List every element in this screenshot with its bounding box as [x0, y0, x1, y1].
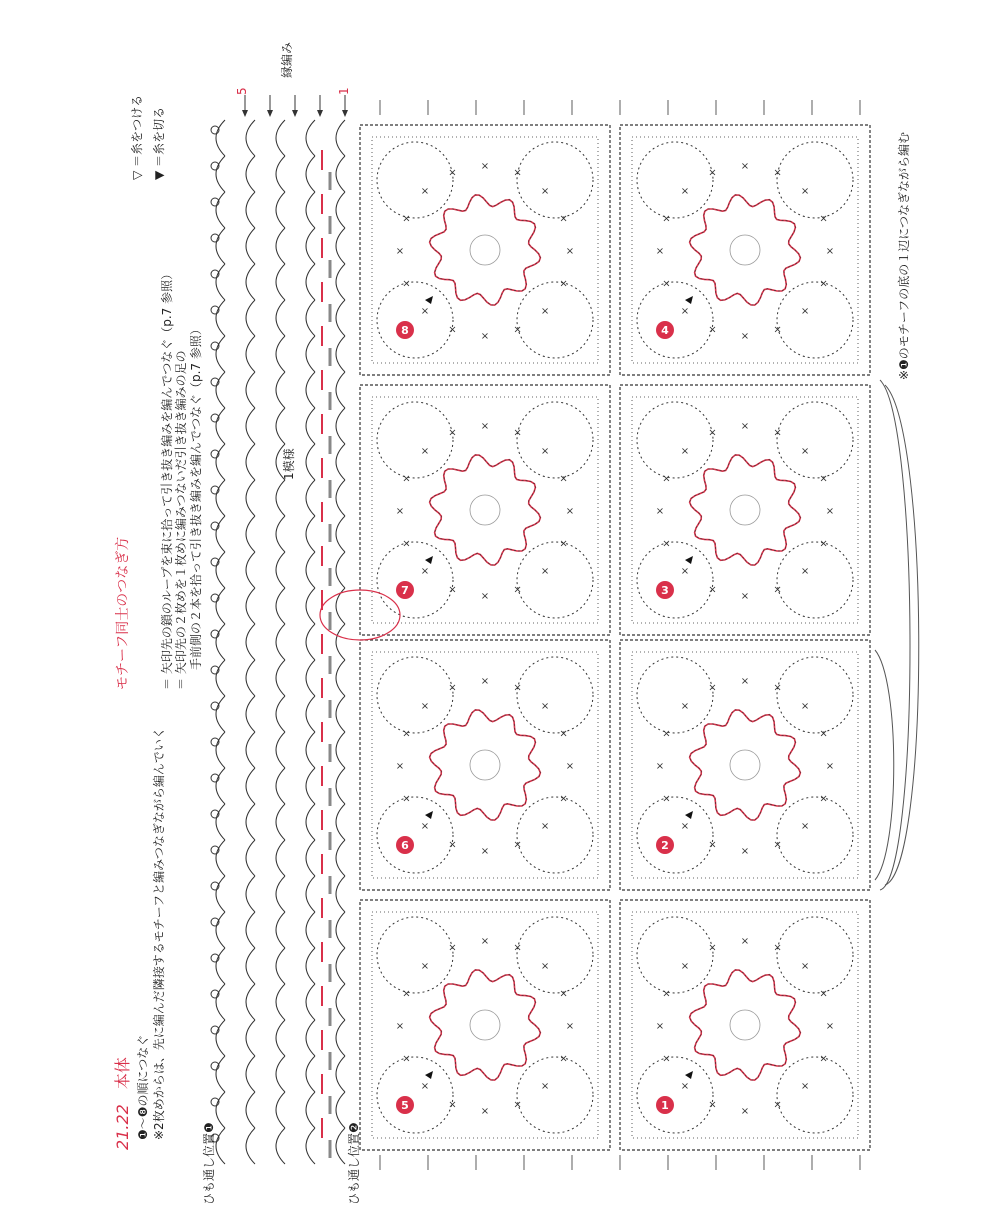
- sc-stitch: ×: [662, 278, 671, 290]
- tie-position-1: ひも通し位置❶: [202, 1122, 216, 1205]
- flower-center: [690, 710, 801, 820]
- flower-center-stitches: [430, 970, 541, 1080]
- sc-stitch: ×: [513, 942, 522, 954]
- join-note: ※2枚めからは、先に編んだ隣接するモチーフと編みつなぎながら編んでいく: [152, 727, 166, 1140]
- sc-stitch: ×: [448, 167, 457, 179]
- section-heading: [110, 1057, 133, 1150]
- join-heading: モチーフ同士のつなぎ方: [115, 536, 131, 690]
- center-ring: [730, 1010, 760, 1040]
- sc-stitch: ×: [448, 682, 457, 694]
- sc-stitch: ×: [819, 213, 828, 225]
- open-triangle-icon: ▽: [130, 170, 144, 180]
- sc-stitch: ×: [708, 427, 717, 439]
- cut-marker: [425, 811, 433, 819]
- flower-center-stitches: [690, 970, 801, 1080]
- flower-center-stitches: [430, 710, 541, 820]
- corner-petal: [777, 142, 853, 218]
- sc-stitch: ×: [540, 1081, 550, 1093]
- motif-2: [620, 640, 870, 890]
- sc-stitch: ×: [402, 278, 411, 290]
- flower-center-stitches: [690, 195, 801, 305]
- sc-stitch: ×: [480, 846, 490, 857]
- cut-marker: [685, 811, 693, 819]
- motif-number-badge: [396, 836, 414, 854]
- motif-number-badge: [396, 321, 414, 339]
- sc-stitch: ×: [559, 213, 568, 225]
- sc-stitch: ×: [740, 1106, 750, 1117]
- cut-marker: [425, 296, 433, 304]
- sc-stitch: ×: [708, 1099, 717, 1111]
- edge-round-end: 5: [235, 87, 249, 95]
- sc-stitch: ×: [800, 960, 810, 972]
- edge-round-start: 1: [337, 87, 351, 95]
- sc-stitch: ×: [708, 942, 717, 954]
- corner-petal: [517, 797, 593, 873]
- sc-stitch: ×: [819, 793, 828, 805]
- sc-stitch: ×: [540, 821, 550, 833]
- sc-stitch: ×: [825, 1021, 835, 1032]
- motif-number-badge: [656, 1096, 674, 1114]
- sc-stitch: ×: [773, 839, 782, 851]
- join-rule-2a: ＝ 矢印先の２枚めを１枚めに編みつないだ引き抜き編みの足の: [174, 350, 188, 690]
- sc-stitch: ×: [540, 306, 550, 318]
- flower-center: [430, 970, 541, 1080]
- corner-petal: [637, 542, 713, 618]
- edging-row-3: [276, 120, 285, 1164]
- sc-stitch: ×: [773, 584, 782, 596]
- sc-stitch: ×: [420, 821, 430, 833]
- cut-marker: [685, 1071, 693, 1079]
- arrow-head-icon: [317, 110, 323, 117]
- pattern-number: 21.22: [113, 1104, 132, 1150]
- corner-petal: [637, 402, 713, 478]
- motif-number-badge: [656, 836, 674, 854]
- sc-stitch: ×: [740, 421, 750, 432]
- flower-center-stitches: [690, 710, 801, 820]
- sc-stitch: ×: [448, 427, 457, 439]
- sc-stitch: ×: [402, 538, 411, 550]
- corner-petal: [777, 917, 853, 993]
- cut-marker: [685, 296, 693, 304]
- corner-petal: [777, 657, 853, 733]
- sc-stitch: ×: [800, 306, 810, 318]
- corner-petal: [517, 282, 593, 358]
- flower-center-stitches: [430, 455, 541, 565]
- corner-petal: [777, 282, 853, 358]
- sc-stitch: ×: [559, 278, 568, 290]
- corner-petal: [377, 917, 453, 993]
- corner-petal: [377, 1057, 453, 1133]
- sc-stitch: ×: [773, 1099, 782, 1111]
- edging-row-2: [246, 120, 255, 1164]
- sc-stitch: ×: [680, 960, 690, 972]
- corner-petal: [777, 402, 853, 478]
- sc-stitch: ×: [680, 700, 690, 712]
- motif-grid: [360, 125, 870, 1150]
- sc-stitch: ×: [662, 538, 671, 550]
- sc-stitch: ×: [402, 213, 411, 225]
- motif-number-badge: [396, 1096, 414, 1114]
- sc-stitch: ×: [448, 324, 457, 336]
- sc-stitch: ×: [420, 445, 430, 457]
- sc-stitch: ×: [819, 1053, 828, 1065]
- sc-stitch: ×: [800, 566, 810, 578]
- sc-stitch: ×: [559, 473, 568, 485]
- sc-stitch: ×: [819, 728, 828, 740]
- center-ring: [730, 750, 760, 780]
- edging-row-4: [306, 120, 315, 1164]
- corner-petal: [517, 142, 593, 218]
- sc-stitch: ×: [800, 700, 810, 712]
- legend-attach: [128, 95, 145, 180]
- sc-stitch: ×: [773, 682, 782, 694]
- legend-attach-label: ＝糸をつける: [130, 94, 144, 167]
- corner-petal: [637, 797, 713, 873]
- sc-stitch: ×: [565, 1021, 575, 1032]
- edging-chart: [211, 120, 345, 1164]
- sc-stitch: ×: [825, 246, 835, 257]
- sc-stitch: ×: [480, 676, 490, 687]
- sc-stitch: ×: [708, 682, 717, 694]
- flower-center: [430, 455, 541, 565]
- sc-stitch: ×: [420, 1081, 430, 1093]
- sc-stitch: ×: [402, 988, 411, 1000]
- sc-stitch: ×: [559, 538, 568, 550]
- cut-marker: [685, 556, 693, 564]
- corner-petal: [377, 542, 453, 618]
- sc-stitch: ×: [395, 1021, 405, 1032]
- flower-center: [430, 195, 541, 305]
- flower-center: [690, 455, 801, 565]
- sc-stitch: ×: [540, 700, 550, 712]
- sc-stitch: ×: [420, 185, 430, 197]
- corner-petal: [637, 657, 713, 733]
- flower-center-stitches: [430, 195, 541, 305]
- sc-stitch: ×: [662, 728, 671, 740]
- sc-stitch: ×: [740, 676, 750, 687]
- sc-stitch: ×: [448, 584, 457, 596]
- sc-stitch: ×: [420, 700, 430, 712]
- sc-stitch: ×: [480, 421, 490, 432]
- sc-stitch: ×: [540, 566, 550, 578]
- sc-stitch: ×: [513, 682, 522, 694]
- sc-stitch: ×: [800, 445, 810, 457]
- sc-stitch: ×: [559, 793, 568, 805]
- corner-petal: [777, 542, 853, 618]
- sc-stitch: ×: [513, 324, 522, 336]
- join-rule-1: ＝ 矢印先の鎖のループを束に拾って引き抜き編みを編んでつなぐ（p.7 参照）: [160, 267, 174, 690]
- corner-petal: [517, 657, 593, 733]
- sc-stitch: ×: [480, 1106, 490, 1117]
- sc-stitch: ×: [513, 584, 522, 596]
- motif-4: [620, 125, 870, 375]
- motif-number: 8: [401, 324, 409, 337]
- sc-stitch: ×: [565, 246, 575, 257]
- motif-number: 4: [661, 324, 669, 337]
- center-ring: [470, 750, 500, 780]
- sc-stitch: ×: [662, 988, 671, 1000]
- corner-petal: [517, 1057, 593, 1133]
- sc-stitch: ×: [708, 324, 717, 336]
- center-ring: [730, 235, 760, 265]
- corner-petal: [377, 402, 453, 478]
- sc-stitch: ×: [819, 473, 828, 485]
- sc-stitch: ×: [402, 728, 411, 740]
- sc-stitch: ×: [662, 473, 671, 485]
- sc-stitch: ×: [513, 1099, 522, 1111]
- motif-number: 3: [661, 584, 669, 597]
- join-rule-2b: 手前側の２本を拾って引き抜き編みを編んでつなぐ（p.7 参照）: [189, 323, 203, 670]
- flower-center-stitches: [690, 455, 801, 565]
- sc-stitch: ×: [680, 566, 690, 578]
- sc-stitch: ×: [825, 761, 835, 772]
- arrow-head-icon: [342, 110, 348, 117]
- motif-number: 5: [401, 1099, 409, 1112]
- sc-stitch: ×: [448, 1099, 457, 1111]
- sc-stitch: ×: [420, 960, 430, 972]
- corner-petal: [517, 917, 593, 993]
- corner-petal: [377, 282, 453, 358]
- sc-stitch: ×: [395, 761, 405, 772]
- legend-cut: [150, 107, 167, 180]
- sc-stitch: ×: [395, 506, 405, 517]
- motif-1: [620, 900, 870, 1150]
- sc-stitch: ×: [680, 306, 690, 318]
- sc-stitch: ×: [480, 331, 490, 342]
- sc-stitch: ×: [448, 839, 457, 851]
- corner-petal: [517, 542, 593, 618]
- sc-stitch: ×: [559, 1053, 568, 1065]
- order-note: ❶〜❽の順につなぐ: [136, 1034, 150, 1140]
- sc-stitch: ×: [680, 1081, 690, 1093]
- sc-stitch: ×: [680, 185, 690, 197]
- sc-stitch: ×: [448, 942, 457, 954]
- sc-stitch: ×: [565, 761, 575, 772]
- sc-stitch: ×: [480, 936, 490, 947]
- motif-number: 1: [661, 1099, 669, 1112]
- sc-stitch: ×: [800, 1081, 810, 1093]
- center-ring: [470, 235, 500, 265]
- edge-label: 縁編み: [280, 41, 294, 78]
- section-title: 本体: [113, 1057, 132, 1090]
- one-pattern-label: 1模様: [282, 448, 296, 480]
- sc-stitch: ×: [513, 839, 522, 851]
- sc-stitch: ×: [540, 185, 550, 197]
- motif-note: ※❶のモチーフの底の１辺につなぎながら編む: [897, 132, 911, 380]
- corner-petal: [377, 142, 453, 218]
- motif-number-badge: [656, 321, 674, 339]
- sc-stitch: ×: [395, 246, 405, 257]
- motif-number: 6: [401, 839, 409, 852]
- cut-marker: [425, 556, 433, 564]
- edge-arrows: [242, 95, 860, 1170]
- center-ring: [470, 1010, 500, 1040]
- corner-petal: [637, 282, 713, 358]
- motif-number-badge: [396, 581, 414, 599]
- corner-petal: [777, 797, 853, 873]
- sc-stitch: ×: [680, 821, 690, 833]
- sc-stitch: ×: [655, 506, 665, 517]
- sc-stitch: ×: [559, 728, 568, 740]
- arrow-head-icon: [292, 110, 298, 117]
- sc-stitch: ×: [773, 942, 782, 954]
- cut-marker: [425, 1071, 433, 1079]
- sc-stitch: ×: [825, 506, 835, 517]
- sc-stitch: ×: [655, 1021, 665, 1032]
- sc-stitch: ×: [740, 161, 750, 172]
- sc-stitch: ×: [819, 988, 828, 1000]
- motif-6: [360, 640, 610, 890]
- sc-stitch: ×: [800, 821, 810, 833]
- flower-center: [690, 195, 801, 305]
- corner-petal: [637, 142, 713, 218]
- sc-stitch: ×: [402, 793, 411, 805]
- tie-position-2: ひも通し位置❷: [347, 1122, 361, 1205]
- corner-petal: [377, 797, 453, 873]
- sc-stitch: ×: [513, 427, 522, 439]
- sc-stitch: ×: [773, 427, 782, 439]
- corner-petal: [377, 657, 453, 733]
- sc-stitch: ×: [819, 278, 828, 290]
- sc-stitch: ×: [680, 445, 690, 457]
- connection-lines: [875, 380, 919, 890]
- corner-petal: [637, 1057, 713, 1133]
- corner-petal: [777, 1057, 853, 1133]
- sc-stitch: ×: [420, 566, 430, 578]
- sc-stitch: ×: [740, 591, 750, 602]
- sc-stitch: ×: [655, 761, 665, 772]
- motif-7: [360, 385, 610, 635]
- sc-stitch: ×: [402, 473, 411, 485]
- sc-stitch: ×: [655, 246, 665, 257]
- sc-stitch: ×: [773, 324, 782, 336]
- sc-stitch: ×: [708, 839, 717, 851]
- motif-number: 2: [661, 839, 669, 852]
- sc-stitch: ×: [708, 584, 717, 596]
- sc-stitch: ×: [402, 1053, 411, 1065]
- arrow-head-icon: [242, 110, 248, 117]
- sc-stitch: ×: [773, 167, 782, 179]
- sc-stitch: ×: [480, 591, 490, 602]
- center-ring: [470, 495, 500, 525]
- sc-stitch: ×: [559, 988, 568, 1000]
- sc-stitch: ×: [480, 161, 490, 172]
- legend-cut-label: ＝糸を切る: [152, 106, 166, 167]
- corner-petal: [637, 917, 713, 993]
- center-ring: [730, 495, 760, 525]
- filled-triangle-icon: ▼: [152, 170, 166, 180]
- flower-center: [430, 710, 541, 820]
- sc-stitch: ×: [513, 167, 522, 179]
- arrow-head-icon: [267, 110, 273, 117]
- sc-stitch: ×: [662, 213, 671, 225]
- motif-5: [360, 900, 610, 1150]
- sc-stitch: ×: [740, 846, 750, 857]
- sc-stitch: ×: [540, 445, 550, 457]
- sc-stitch: ×: [540, 960, 550, 972]
- sc-stitch: ×: [662, 1053, 671, 1065]
- sc-stitch: ×: [565, 506, 575, 517]
- sc-stitch: ×: [662, 793, 671, 805]
- motif-8: [360, 125, 610, 375]
- corner-petal: [517, 402, 593, 478]
- sc-stitch: ×: [420, 306, 430, 318]
- sc-stitch: ×: [740, 936, 750, 947]
- motif-number-badge: [656, 581, 674, 599]
- sc-stitch: ×: [740, 331, 750, 342]
- edging-row-5: [336, 120, 345, 1164]
- sc-stitch: ×: [708, 167, 717, 179]
- sc-stitch: ×: [800, 185, 810, 197]
- sc-stitch: ×: [819, 538, 828, 550]
- flower-center: [690, 970, 801, 1080]
- motif-number: 7: [401, 584, 409, 597]
- motif-3: [620, 385, 870, 635]
